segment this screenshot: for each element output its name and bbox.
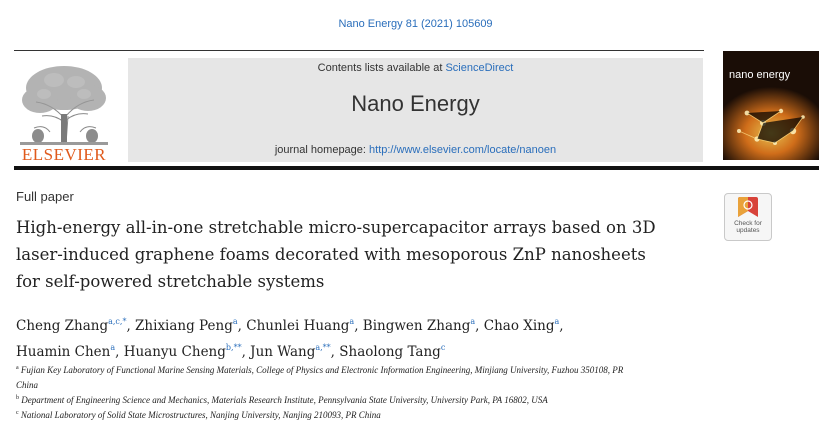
author-affiliation-mark[interactable]: c bbox=[440, 343, 446, 352]
check-for-updates-button[interactable] bbox=[724, 193, 772, 241]
contents-line: Contents lists available at ScienceDirect bbox=[317, 62, 514, 74]
author-affiliation-mark[interactable]: a bbox=[554, 317, 560, 326]
cover-title: nano energy bbox=[729, 69, 791, 81]
journal-masthead bbox=[128, 58, 703, 162]
title-line: for self-powered stretchable systems bbox=[16, 272, 325, 291]
title-line: laser-induced graphene foams decorated with mesoporous ZnP nanosheets bbox=[16, 245, 646, 264]
author-affiliation-mark[interactable]: a bbox=[232, 317, 238, 326]
author[interactable]: Huamin Chen$^a$ bbox=[16, 343, 116, 360]
author[interactable]: Jun Wang$^{a,**}$ bbox=[250, 343, 331, 360]
author-affiliation-mark[interactable]: a,** bbox=[315, 343, 331, 352]
affiliation: $^c$ National Laboratory of Solid State Microstructures, Nanjing University, Nanjing 210093, PR China bbox=[16, 410, 381, 420]
author[interactable]: Zhixiang Peng$^a$ bbox=[135, 317, 238, 334]
author[interactable]: Cheng Zhang$^{a,c,*}$ bbox=[16, 317, 127, 334]
updates-label: Check for updates bbox=[734, 220, 762, 234]
bookmark-icon bbox=[725, 194, 771, 220]
author-affiliation-mark[interactable]: a,c,* bbox=[108, 317, 127, 326]
author-affiliation-mark[interactable]: b,** bbox=[225, 343, 242, 352]
author[interactable]: Bingwen Zhang$^a$ bbox=[362, 317, 476, 334]
homepage-link[interactable]: http://www.elsevier.com/locate/nanoen bbox=[369, 144, 557, 156]
affiliation: $^b$ Department of Engineering Science and Mechanics, Materials Research Institute, Pennsylvania State University, University Park, PA 16802, USA bbox=[16, 395, 548, 405]
affiliation: $^a$ Fujian Key Laboratory of Functional Marine Sensing Materials, College of Physics and Electronic Information Engineering, Minjiang University, Fuzhou 350108, PR bbox=[16, 365, 624, 375]
author[interactable]: Chao Xing$^a$ bbox=[483, 317, 560, 334]
elsevier-wordmark[interactable]: ELSEVIER bbox=[21, 145, 107, 164]
sciencedirect-link[interactable]: ScienceDirect bbox=[445, 62, 514, 74]
author[interactable]: Huanyu Cheng$^{b,**}$ bbox=[123, 343, 242, 360]
author-list: Cheng Zhang$^{a,c,*}$, Zhixiang Peng$^a$, Chunlei Huang$^a$, Bingwen Zhang$^a$, Chao Xing$^a$, Huamin Chen$^a$, Huanyu Cheng$^{b,**}$, Jun Wang$^{a,**}$, Shaolong Tang$^c$ bbox=[16, 317, 564, 360]
journal-cover[interactable] bbox=[723, 51, 819, 160]
author-affiliation-mark[interactable]: a bbox=[349, 317, 355, 326]
cover-art bbox=[723, 51, 819, 160]
author-affiliation-mark[interactable]: a bbox=[110, 343, 116, 352]
author[interactable]: Shaolong Tang$^c$ bbox=[339, 343, 446, 360]
author[interactable]: Chunlei Huang$^a$ bbox=[246, 317, 355, 334]
masthead-rule bbox=[14, 166, 819, 170]
affiliation: China bbox=[16, 380, 39, 390]
citation-line[interactable]: Nano Energy 81 (2021) 105609 bbox=[338, 18, 493, 30]
author-affiliation-mark[interactable]: a bbox=[470, 317, 476, 326]
article-type: Full paper bbox=[16, 189, 74, 204]
header-rule bbox=[14, 50, 704, 51]
homepage-line: journal homepage: http://www.elsevier.com/locate/nanoen bbox=[274, 144, 557, 156]
title-line: High-energy all-in-one stretchable micro-supercapacitor arrays based on 3D bbox=[16, 218, 656, 237]
affiliation-list bbox=[16, 362, 736, 422]
article-title bbox=[16, 214, 716, 295]
journal-name[interactable]: Nano Energy bbox=[351, 91, 480, 116]
